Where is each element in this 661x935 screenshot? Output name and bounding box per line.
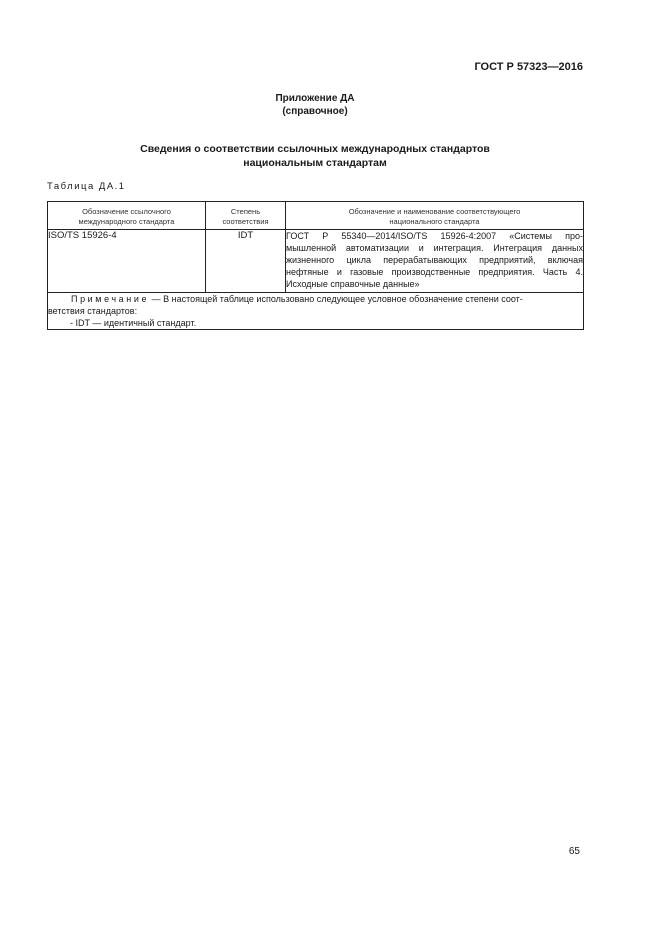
table-row (48, 230, 584, 293)
header-text: национального стандарта (389, 217, 480, 226)
national-standard-line: жизненного цикла перерабатывающих предприятий, включая (286, 255, 583, 265)
national-standard-line: ГОСТ Р 55340—2014/ISO/TS 15926-4:2007 «Системы про- (286, 231, 583, 241)
correspondence-table (47, 201, 584, 330)
header-cell-degree (206, 202, 286, 230)
note-label: Примечание (71, 294, 150, 304)
table-note (48, 293, 584, 330)
document-code: ГОСТ Р 57323—2016 (474, 61, 583, 73)
header-text: Обозначение и наименование соответствующего (348, 207, 521, 216)
section-heading-line-2: национальным стандартам (243, 157, 387, 169)
national-standard-line: нефтяные и газовые производственные предприятия. Часть 4. (286, 267, 583, 277)
header-text: Степень (230, 207, 261, 216)
note-list-item: - IDT — идентичный стандарт. (70, 318, 197, 328)
header-text: международного стандарта (78, 217, 175, 226)
appendix-title: Приложение ДА (275, 93, 355, 104)
table-caption: Таблица ДА.1 (47, 181, 126, 192)
note-text-continuation: ветствия стандартов: (48, 306, 138, 316)
national-standard-line: мышленной автоматизации и интеграция. Интеграция данных (286, 243, 583, 253)
header-text: Обозначение ссылочного (82, 207, 171, 216)
section-heading (0, 142, 630, 170)
header-cell-national (286, 202, 584, 230)
section-heading-line-1: Сведения о соответствии ссылочных международных стандартов (140, 143, 490, 155)
national-standard-line: Исходные справочные данные» (286, 279, 420, 289)
appendix-title-block (0, 92, 630, 118)
header-cell-reference (48, 202, 206, 230)
cell-reference-standard: ISO/TS 15926-4 (48, 230, 206, 293)
table-note-row (48, 293, 584, 330)
header-text: соответствия (222, 217, 269, 226)
table-header-row (48, 202, 584, 230)
note-text: — В настоящей таблице использовано следующее условное обозначение степени соот- (149, 294, 523, 304)
page-number: 65 (568, 846, 580, 857)
cell-degree: IDT (206, 230, 286, 293)
appendix-subtitle: (справочное) (282, 106, 348, 117)
cell-national-standard (286, 230, 584, 293)
